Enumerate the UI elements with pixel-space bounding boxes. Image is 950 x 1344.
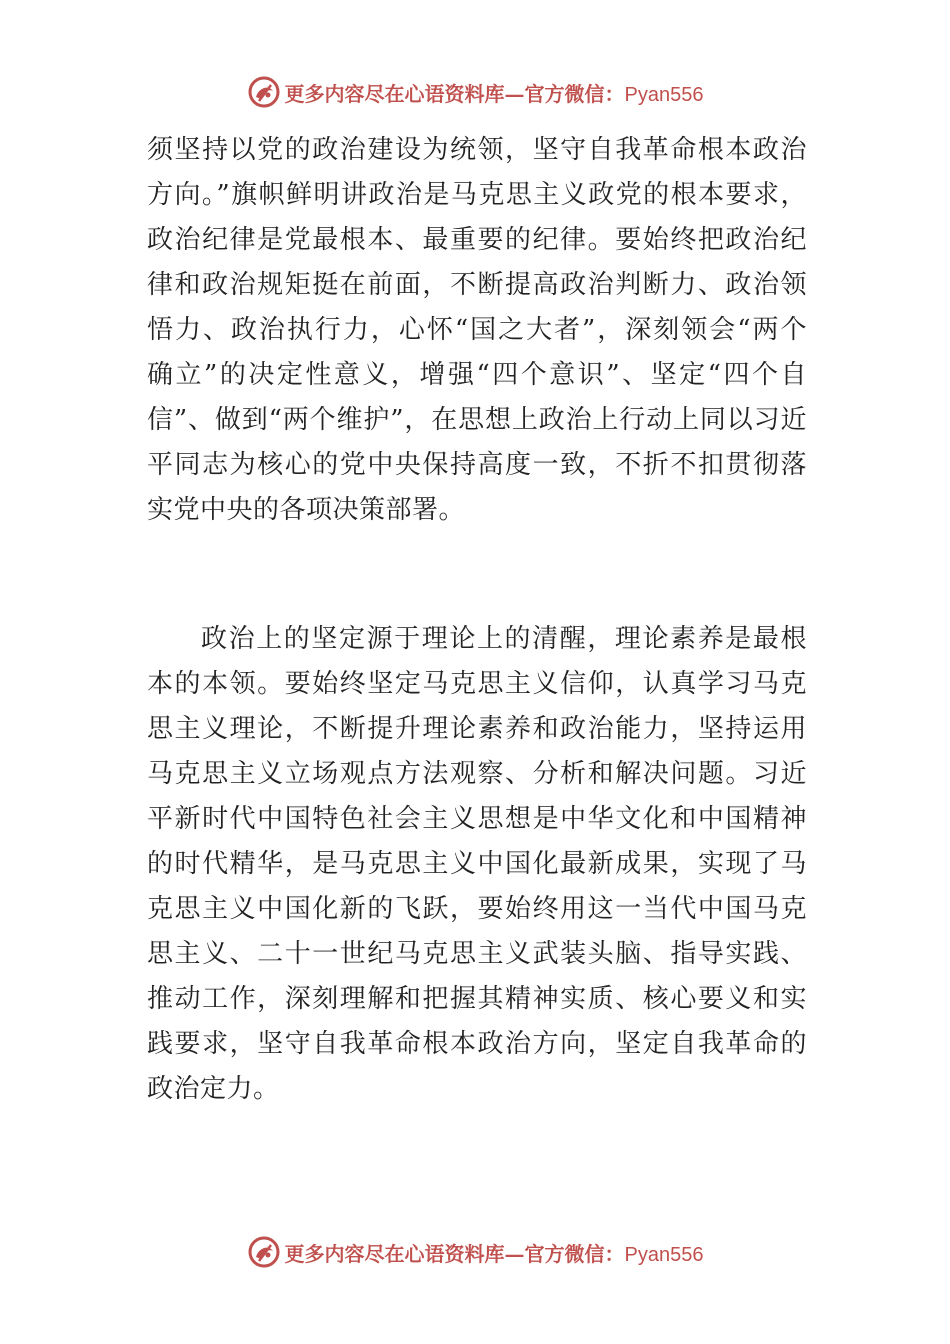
text-line: 马克思主义立场观点方法观察、分析和解决问题。习近 xyxy=(147,759,807,789)
paragraph-1 xyxy=(147,128,807,533)
text-line: 确立”的决定性意义，增强“四个意识”、坚定“四个自 xyxy=(147,360,807,390)
footer-banner-text: 更多内容尽在心语资料库—官方微信：Pyan556 xyxy=(284,1241,704,1266)
footer-banner xyxy=(0,1232,950,1272)
footer-wechat-id: Pyan556 xyxy=(624,1243,704,1266)
text-line: 推动工作，深刻理解和把握其精神实质、核心要义和实 xyxy=(147,984,807,1014)
text-line: 政治上的坚定源于理论上的清醒，理论素养是最根 xyxy=(201,624,807,654)
header-wechat-id: Pyan556 xyxy=(624,83,704,106)
header-banner-text: 更多内容尽在心语资料库—官方微信：Pyan556 xyxy=(284,81,704,106)
text-line: 实党中央的各项决策部署。 xyxy=(147,495,466,525)
text-line: 信”、做到“两个维护”，在思想上政治上行动上同以习近 xyxy=(147,405,807,435)
text-line: 政治定力。 xyxy=(147,1074,280,1104)
paragraph-gap xyxy=(147,533,807,617)
text-line: 政治纪律是党最根本、最重要的纪律。要始终把政治纪 xyxy=(147,225,807,255)
text-line: 践要求，坚守自我革命根本政治方向，坚定自我革命的 xyxy=(147,1029,807,1059)
text-line: 悟力、政治执行力，心怀“国之大者”，深刻领会“两个 xyxy=(147,315,807,345)
paragraph-2 xyxy=(147,617,807,1112)
text-line: 平同志为核心的党中央保持高度一致，不折不扣贯彻落 xyxy=(147,450,807,480)
text-line: 须坚持以党的政治建设为统领，坚守自我革命根本政治 xyxy=(147,135,807,165)
text-line: 克思主义中国化新的飞跃，要始终用这一当代中国马克 xyxy=(147,894,807,924)
header-banner xyxy=(0,72,950,112)
text-line: 思主义、二十一世纪马克思主义武装头脑、指导实践、 xyxy=(147,939,807,969)
text-line: 平新时代中国特色社会主义思想是中华文化和中国精神 xyxy=(147,804,807,834)
text-line: 方向。”旗帜鲜明讲政治是马克思主义政党的根本要求， xyxy=(147,180,807,210)
text-line: 的时代精华，是马克思主义中国化最新成果，实现了马 xyxy=(147,849,807,879)
document-body xyxy=(147,128,807,1112)
swirl-logo-icon xyxy=(247,1235,281,1269)
text-line: 本的本领。要始终坚定马克思主义信仰，认真学习马克 xyxy=(147,669,807,699)
text-line: 律和政治规矩挺在前面，不断提高政治判断力、政治领 xyxy=(147,270,807,300)
swirl-logo-icon xyxy=(247,75,281,109)
text-line: 思主义理论，不断提升理论素养和政治能力，坚持运用 xyxy=(147,714,807,744)
